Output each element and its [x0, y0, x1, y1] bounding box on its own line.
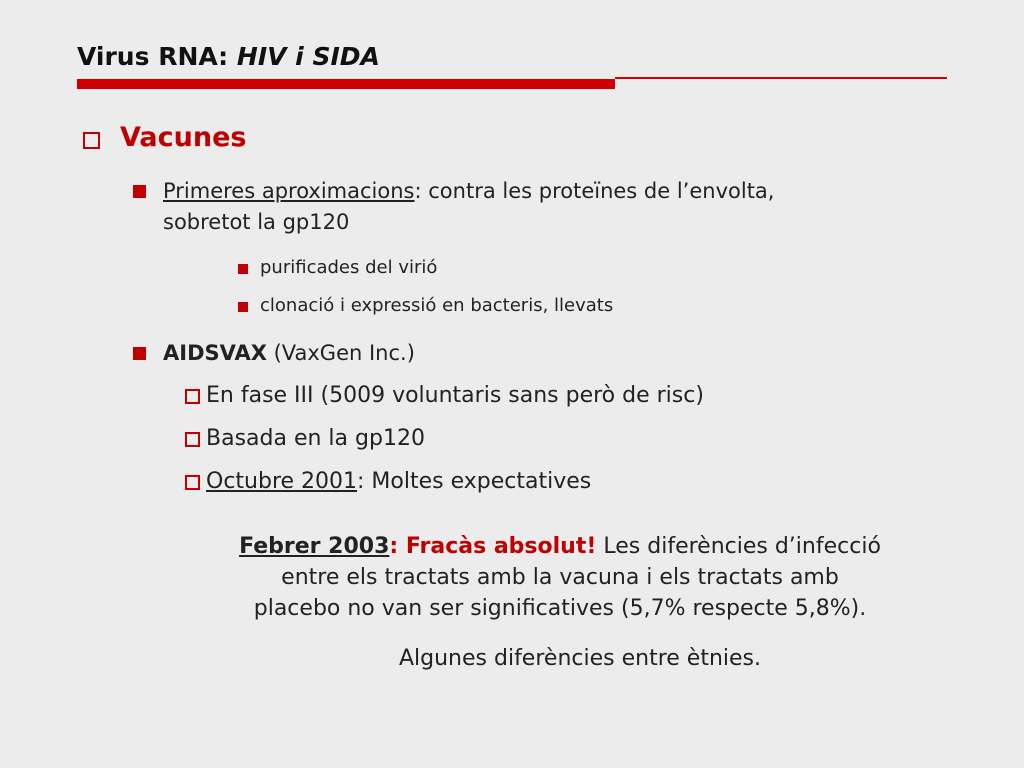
sub-bullet-text: purificades del virió — [260, 257, 438, 278]
filled-square-bullet-icon — [133, 347, 146, 360]
hollow-bullet-text: En fase III (5009 voluntaris sans però de risc) — [206, 383, 704, 408]
underlined-term: Primeres aproximacions — [163, 179, 415, 203]
hollow-square-bullet-icon — [185, 389, 200, 404]
filled-square-bullet-icon — [133, 185, 146, 198]
conclusion-line2: entre els tractats amb la vacuna i els tractats amb — [281, 565, 839, 590]
conclusion-rest: Les diferències d’infecció — [596, 534, 881, 559]
filled-square-bullet-icon — [238, 302, 248, 312]
bullet-item-text — [163, 176, 774, 207]
filled-square-bullet-icon — [238, 264, 248, 274]
conclusion-line1 — [180, 531, 940, 562]
bold-term: AIDSVAX — [163, 341, 267, 365]
title-underline-thin — [615, 77, 947, 79]
final-note: Algunes diferències entre ètnies. — [398, 646, 761, 671]
bullet-item-rest: (VaxGen Inc.) — [266, 341, 415, 365]
title-italic: HIV i SIDA — [236, 42, 380, 71]
slide-title — [77, 42, 380, 71]
conclusion-colon: : — [389, 534, 406, 559]
hollow-square-bullet-icon — [185, 475, 200, 490]
section-heading-text: Vacunes — [120, 122, 247, 153]
conclusion-line3: placebo no van ser significatives (5,7% respecte 5,8%). — [253, 596, 867, 621]
bullet-item-rest: : contra les proteïnes de l’envolta, — [414, 179, 775, 203]
hollow-bullet-text: Basada en la gp120 — [206, 426, 425, 451]
underlined-date: Octubre 2001 — [206, 469, 358, 494]
title-underline-thick — [77, 79, 615, 89]
bullet-item-text — [163, 338, 415, 369]
conclusion-paragraph — [180, 531, 940, 624]
hollow-bullet-text — [206, 467, 591, 497]
bullet-item-line2: sobretot la gp120 — [163, 210, 350, 234]
conclusion-highlight: Fracàs absolut! — [405, 534, 597, 559]
hollow-bullet-rest: : Moltes expectatives — [357, 469, 592, 494]
sub-bullet-text: clonació i expressió en bacteris, llevats — [260, 295, 614, 316]
hollow-square-bullet-icon — [185, 432, 200, 447]
conclusion-date: Febrer 2003 — [239, 534, 390, 559]
title-plain: Virus RNA: — [77, 42, 237, 71]
hollow-square-bullet-icon — [83, 132, 100, 149]
